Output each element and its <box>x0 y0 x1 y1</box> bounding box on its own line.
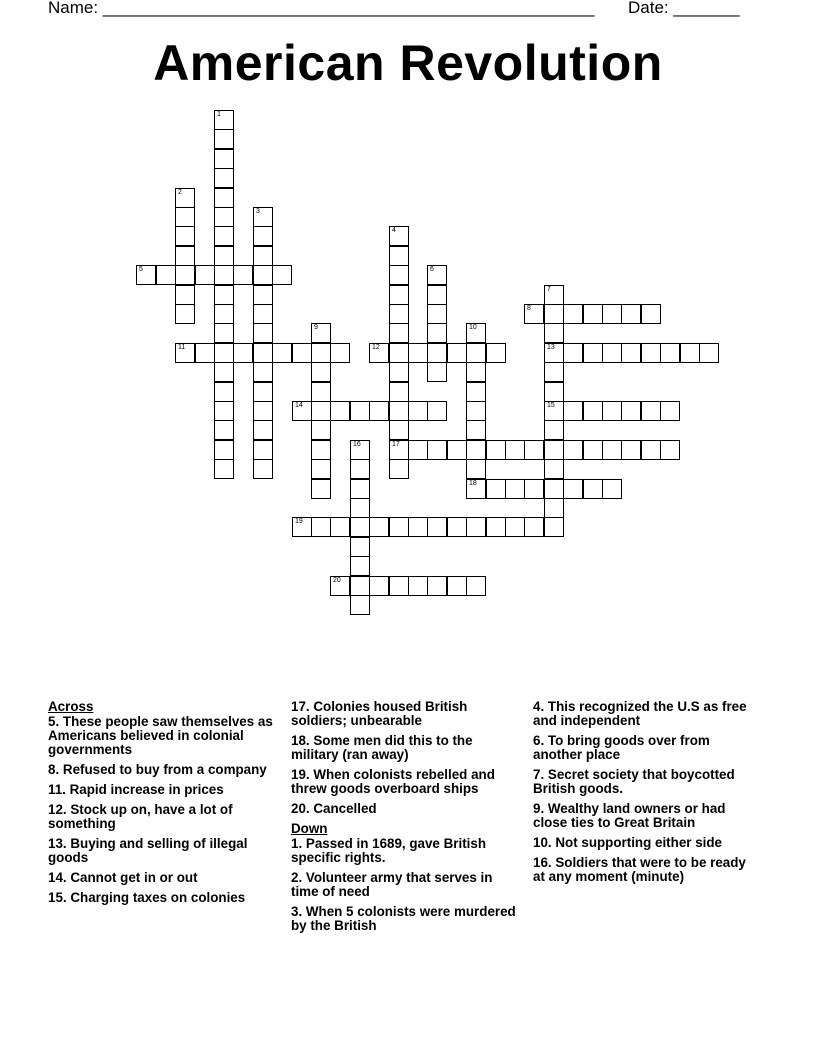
crossword-cell[interactable] <box>427 362 447 382</box>
crossword-cell[interactable] <box>214 362 234 382</box>
date-field-line: Date: _______ <box>628 0 740 17</box>
clue-text: Not supporting either side <box>551 835 722 850</box>
crossword-cell[interactable] <box>214 149 234 169</box>
crossword-cell[interactable] <box>466 323 486 343</box>
crossword-cell[interactable] <box>408 440 428 460</box>
crossword-cell[interactable] <box>253 420 273 440</box>
clue-number-label: 20 <box>333 577 341 584</box>
clue-number-label: 1 <box>217 111 221 118</box>
clue-number: 8. <box>48 762 60 777</box>
crossword-cell[interactable] <box>389 323 409 343</box>
clue-text: Stock up on, have a lot of something <box>48 802 233 831</box>
clue-text: This recognized the U.S as free and independent <box>533 699 747 728</box>
crossword-cell[interactable] <box>253 343 273 363</box>
crossword-cell[interactable] <box>544 304 564 324</box>
crossword-cell[interactable] <box>602 343 622 363</box>
clue-number: 15. <box>48 890 67 905</box>
crossword-cell[interactable] <box>408 343 428 363</box>
crossword-cell[interactable] <box>544 498 564 518</box>
crossword-cell[interactable] <box>427 517 447 537</box>
clue-number: 19. <box>291 767 310 782</box>
clues-column-1 <box>48 700 276 911</box>
crossword-cell[interactable] <box>292 401 312 421</box>
clue-number: 9. <box>533 801 545 816</box>
clue-number: 20. <box>291 801 310 816</box>
clue-number: 10. <box>533 835 552 850</box>
crossword-cell[interactable] <box>350 479 370 499</box>
crossword-cell[interactable] <box>544 285 564 305</box>
crossword-cell[interactable] <box>214 129 234 149</box>
crossword-cell[interactable] <box>369 401 389 421</box>
crossword-cell[interactable] <box>583 401 603 421</box>
crossword-cell[interactable] <box>544 362 564 382</box>
crossword-cell[interactable] <box>350 595 370 615</box>
crossword-cell[interactable] <box>427 323 447 343</box>
crossword-cell[interactable] <box>544 420 564 440</box>
crossword-cell[interactable] <box>175 246 195 266</box>
crossword-cell[interactable] <box>330 517 350 537</box>
crossword-cell[interactable] <box>311 440 331 460</box>
clue-text: Rapid increase in prices <box>65 782 224 797</box>
crossword-cell[interactable] <box>466 576 486 596</box>
crossword-cell[interactable] <box>563 304 583 324</box>
crossword-cell[interactable] <box>311 323 331 343</box>
crossword-cell[interactable] <box>253 265 273 285</box>
crossword-cell[interactable] <box>292 343 312 363</box>
clue-number-label: 18 <box>469 480 477 487</box>
crossword-cell[interactable] <box>641 343 661 363</box>
crossword-cell[interactable] <box>524 304 544 324</box>
crossword-cell[interactable] <box>233 265 253 285</box>
crossword-cell[interactable] <box>175 226 195 246</box>
crossword-cell[interactable] <box>311 517 331 537</box>
crossword-cell[interactable] <box>311 343 331 363</box>
crossword-cell[interactable] <box>330 401 350 421</box>
clue-number: 14. <box>48 870 67 885</box>
clue-item <box>48 871 276 885</box>
crossword-cell[interactable] <box>311 459 331 479</box>
crossword-cell[interactable] <box>350 576 370 596</box>
crossword-cell[interactable] <box>466 382 486 402</box>
clue-number: 11. <box>48 782 66 797</box>
crossword-cell[interactable] <box>253 285 273 305</box>
crossword-cell[interactable] <box>466 479 486 499</box>
crossword-cell[interactable] <box>486 517 506 537</box>
clue-text: Colonies housed British soldiers; unbearable <box>291 699 468 728</box>
clue-number-label: 12 <box>372 344 380 351</box>
crossword-cell[interactable] <box>330 343 350 363</box>
crossword-cell[interactable] <box>253 440 273 460</box>
crossword-cell[interactable] <box>466 401 486 421</box>
crossword-cell[interactable] <box>563 401 583 421</box>
crossword-cell[interactable] <box>156 265 176 285</box>
crossword-cell[interactable] <box>544 440 564 460</box>
clue-number-label: 11 <box>178 344 186 351</box>
crossword-cell[interactable] <box>621 343 641 363</box>
crossword-cell[interactable] <box>175 188 195 208</box>
crossword-cell[interactable] <box>466 440 486 460</box>
crossword-cell[interactable] <box>214 265 234 285</box>
crossword-cell[interactable] <box>544 517 564 537</box>
crossword-cell[interactable] <box>214 246 234 266</box>
crossword-cell[interactable] <box>350 537 370 557</box>
crossword-cell[interactable] <box>621 304 641 324</box>
crossword-cell[interactable] <box>214 110 234 130</box>
crossword-cell[interactable] <box>175 207 195 227</box>
crossword-cell[interactable] <box>253 246 273 266</box>
puzzle-title: American Revolution <box>153 35 663 91</box>
crossword-cell[interactable] <box>350 556 370 576</box>
crossword-cell[interactable] <box>214 304 234 324</box>
clue-text: Refused to buy from a company <box>59 762 267 777</box>
clue-item <box>48 715 276 757</box>
clue-number: 3. <box>291 904 303 919</box>
clue-number-label: 13 <box>547 344 555 351</box>
crossword-cell[interactable] <box>350 517 370 537</box>
crossword-cell[interactable] <box>175 285 195 305</box>
clue-number-label: 16 <box>353 441 361 448</box>
clue-item <box>48 891 276 905</box>
clue-number-label: 19 <box>295 518 303 525</box>
crossword-cell[interactable] <box>524 517 544 537</box>
clue-number-label: 9 <box>314 324 318 331</box>
crossword-cell[interactable] <box>408 517 428 537</box>
crossword-cell[interactable] <box>544 479 564 499</box>
crossword-cell[interactable] <box>660 343 680 363</box>
clue-item <box>48 803 276 831</box>
down-heading: Down <box>291 821 328 836</box>
crossword-cell[interactable] <box>602 401 622 421</box>
crossword-cell[interactable] <box>427 576 447 596</box>
crossword-cell[interactable] <box>350 440 370 460</box>
crossword-cell[interactable] <box>389 265 409 285</box>
crossword-cell[interactable] <box>466 362 486 382</box>
crossword-cell[interactable] <box>486 343 506 363</box>
clue-text: Soldiers that were to be ready at any moment (minute) <box>533 855 746 884</box>
crossword-cell[interactable] <box>408 401 428 421</box>
crossword-cell[interactable] <box>583 304 603 324</box>
clue-number: 2. <box>291 870 303 885</box>
crossword-cell[interactable] <box>311 382 331 402</box>
crossword-cell[interactable] <box>427 401 447 421</box>
clue-number: 16. <box>533 855 552 870</box>
crossword-cell[interactable] <box>447 440 467 460</box>
clue-item <box>291 837 519 865</box>
clue-number: 4. <box>533 699 545 714</box>
across-heading: Across <box>48 699 94 714</box>
crossword-cell[interactable] <box>602 304 622 324</box>
clue-number-label: 8 <box>527 305 531 312</box>
clue-item <box>291 871 519 899</box>
crossword-cell[interactable] <box>389 285 409 305</box>
crossword-cell[interactable] <box>369 343 389 363</box>
clue-text: Passed in 1689, gave British specific rights. <box>291 836 487 865</box>
crossword-cell[interactable] <box>544 382 564 402</box>
crossword-cell[interactable] <box>466 517 486 537</box>
clue-text: Wealthy land owners or had close ties to Great Britain <box>533 801 726 830</box>
crossword-cell[interactable] <box>486 479 506 499</box>
crossword-cell[interactable] <box>214 343 234 363</box>
clues-column-2 <box>291 700 519 939</box>
crossword-cell[interactable] <box>214 459 234 479</box>
crossword-cell[interactable] <box>272 265 292 285</box>
crossword-cell[interactable] <box>389 304 409 324</box>
crossword-cell[interactable] <box>214 207 234 227</box>
clue-text: These people saw themselves as Americans believed in colonial governments <box>48 714 273 757</box>
crossword-cell[interactable] <box>272 343 292 363</box>
crossword-cell[interactable] <box>699 343 719 363</box>
clue-number: 7. <box>533 767 545 782</box>
clue-number: 6. <box>533 733 545 748</box>
clue-text: When 5 colonists were murdered by the British <box>291 904 516 933</box>
crossword-cell[interactable] <box>427 265 447 285</box>
clue-text: Volunteer army that serves in time of need <box>291 870 493 899</box>
clue-text: Some men did this to the military (ran away) <box>291 733 473 762</box>
crossword-cell[interactable] <box>621 401 641 421</box>
crossword-cell[interactable] <box>136 265 156 285</box>
clue-item <box>533 856 761 884</box>
clue-item <box>48 783 276 797</box>
crossword-cell[interactable] <box>253 362 273 382</box>
crossword-cell[interactable] <box>214 168 234 188</box>
crossword-cell[interactable] <box>311 401 331 421</box>
crossword-cell[interactable] <box>660 401 680 421</box>
crossword-cell[interactable] <box>641 401 661 421</box>
crossword-cell[interactable] <box>253 459 273 479</box>
clue-number-label: 3 <box>256 208 260 215</box>
crossword-cell[interactable] <box>447 576 467 596</box>
clue-text: Secret society that boycotted British goods. <box>533 767 735 796</box>
crossword-cell[interactable] <box>253 323 273 343</box>
clue-text: Buying and selling of illegal goods <box>48 836 248 865</box>
crossword-cell[interactable] <box>311 479 331 499</box>
crossword-cell[interactable] <box>195 265 215 285</box>
clue-number: 13. <box>48 836 67 851</box>
crossword-cell[interactable] <box>369 576 389 596</box>
crossword-cell[interactable] <box>292 517 312 537</box>
clue-number-label: 6 <box>430 266 434 273</box>
crossword-cell[interactable] <box>175 265 195 285</box>
crossword-cell[interactable] <box>427 440 447 460</box>
clue-number-label: 17 <box>392 441 400 448</box>
clue-item <box>291 768 519 796</box>
clue-item <box>48 837 276 865</box>
crossword-cell[interactable] <box>583 440 603 460</box>
crossword-cell[interactable] <box>350 401 370 421</box>
crossword-cell[interactable] <box>311 362 331 382</box>
clue-number-label: 14 <box>295 402 303 409</box>
crossword-cell[interactable] <box>389 362 409 382</box>
crossword-cell[interactable] <box>408 576 428 596</box>
crossword-cell[interactable] <box>214 285 234 305</box>
crossword-cell[interactable] <box>175 304 195 324</box>
clue-text: To bring goods over from another place <box>533 733 710 762</box>
clue-item <box>48 763 276 777</box>
crossword-cell[interactable] <box>214 188 234 208</box>
crossword-cell[interactable] <box>544 323 564 343</box>
crossword-cell[interactable] <box>621 440 641 460</box>
clues-column-3 <box>533 700 761 890</box>
crossword-cell[interactable] <box>389 440 409 460</box>
clue-text: When colonists rebelled and threw goods overboard ships <box>291 767 495 796</box>
crossword-cell[interactable] <box>389 382 409 402</box>
crossword-cell[interactable] <box>563 343 583 363</box>
crossword-cell[interactable] <box>175 343 195 363</box>
crossword-cell[interactable] <box>602 479 622 499</box>
crossword-cell[interactable] <box>563 440 583 460</box>
crossword-cell[interactable] <box>389 420 409 440</box>
clue-item <box>291 905 519 933</box>
clue-number-label: 4 <box>392 227 396 234</box>
crossword-cell[interactable] <box>253 382 273 402</box>
crossword-cell[interactable] <box>389 576 409 596</box>
clue-number: 5. <box>48 714 60 729</box>
crossword-cell[interactable] <box>214 382 234 402</box>
crossword-cell[interactable] <box>389 343 409 363</box>
crossword-cell[interactable] <box>427 304 447 324</box>
clue-item <box>291 700 519 728</box>
clue-item <box>291 802 519 816</box>
crossword-cell[interactable] <box>389 226 409 246</box>
crossword-cell[interactable] <box>195 343 215 363</box>
crossword-cell[interactable] <box>389 517 409 537</box>
clue-item <box>291 734 519 762</box>
clue-number-label: 5 <box>139 266 143 273</box>
crossword-cell[interactable] <box>524 440 544 460</box>
crossword-cell[interactable] <box>350 459 370 479</box>
crossword-cell[interactable] <box>214 323 234 343</box>
clue-text: Charging taxes on colonies <box>66 890 246 905</box>
crossword-cell[interactable] <box>583 343 603 363</box>
crossword-cell[interactable] <box>311 420 331 440</box>
crossword-cell[interactable] <box>544 459 564 479</box>
clue-number: 1. <box>291 836 303 851</box>
crossword-cell[interactable] <box>233 343 253 363</box>
crossword-cell[interactable] <box>680 343 700 363</box>
crossword-cell[interactable] <box>466 459 486 479</box>
clue-number-label: 10 <box>469 324 477 331</box>
crossword-cell[interactable] <box>389 246 409 266</box>
clue-text: Cannot get in or out <box>66 870 198 885</box>
crossword-cell[interactable] <box>214 440 234 460</box>
crossword-cell[interactable] <box>641 304 661 324</box>
clue-number-label: 2 <box>178 189 182 196</box>
crossword-cell[interactable] <box>466 420 486 440</box>
clue-number: 17. <box>291 699 310 714</box>
crossword-cell[interactable] <box>214 401 234 421</box>
crossword-cell[interactable] <box>253 226 273 246</box>
crossword-cell[interactable] <box>505 479 525 499</box>
clue-number-label: 15 <box>547 402 555 409</box>
crossword-cell[interactable] <box>505 517 525 537</box>
clue-number-label: 7 <box>547 286 551 293</box>
crossword-cell[interactable] <box>583 479 603 499</box>
crossword-cell[interactable] <box>447 343 467 363</box>
clue-text: Cancelled <box>309 801 377 816</box>
crossword-cell[interactable] <box>427 285 447 305</box>
crossword-cell[interactable] <box>544 343 564 363</box>
crossword-cell[interactable] <box>602 440 622 460</box>
crossword-cell[interactable] <box>486 440 506 460</box>
crossword-cell[interactable] <box>389 459 409 479</box>
crossword-cell[interactable] <box>563 479 583 499</box>
crossword-cell[interactable] <box>214 420 234 440</box>
crossword-cell[interactable] <box>253 401 273 421</box>
clue-number: 12. <box>48 802 67 817</box>
clue-item <box>533 734 761 762</box>
clue-item <box>533 802 761 830</box>
crossword-cell[interactable] <box>389 401 409 421</box>
crossword-cell[interactable] <box>505 440 525 460</box>
clue-item <box>533 836 761 850</box>
crossword-cell[interactable] <box>253 207 273 227</box>
crossword-cell[interactable] <box>524 479 544 499</box>
crossword-cell[interactable] <box>350 498 370 518</box>
crossword-cell[interactable] <box>427 343 447 363</box>
crossword-cell[interactable] <box>641 440 661 460</box>
crossword-cell[interactable] <box>544 401 564 421</box>
crossword-cell[interactable] <box>214 226 234 246</box>
crossword-cell[interactable] <box>369 517 389 537</box>
crossword-cell[interactable] <box>660 440 680 460</box>
crossword-cell[interactable] <box>330 576 350 596</box>
clue-number: 18. <box>291 733 310 748</box>
clue-item <box>533 768 761 796</box>
crossword-cell[interactable] <box>466 343 486 363</box>
crossword-cell[interactable] <box>253 304 273 324</box>
clue-item <box>533 700 761 728</box>
crossword-cell[interactable] <box>447 517 467 537</box>
name-field-line: Name: ____________________________________________________ <box>48 0 595 17</box>
